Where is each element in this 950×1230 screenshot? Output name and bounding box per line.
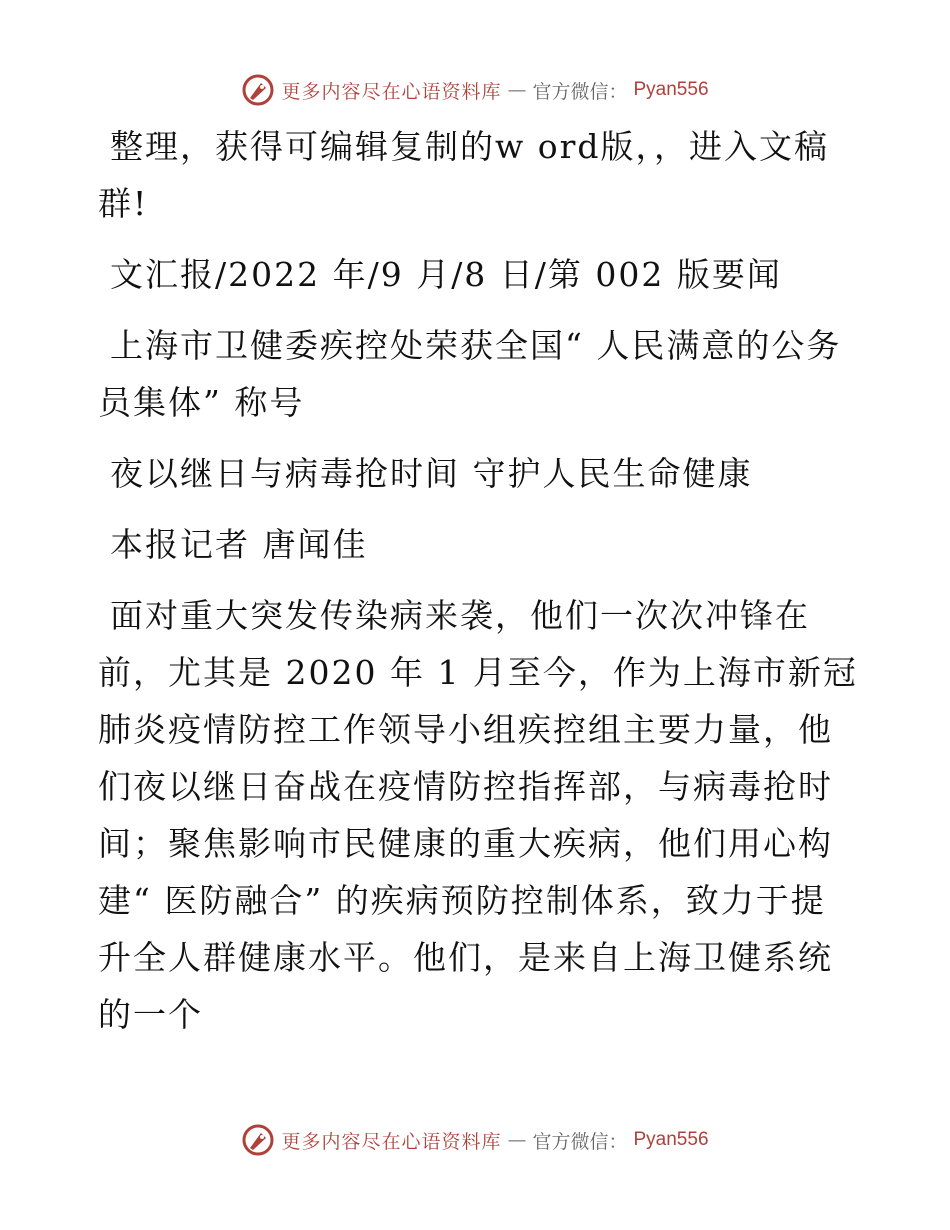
intro-paragraph: 整理，获得可编辑复制的w ord版，，进入文稿群! — [98, 127, 830, 223]
document-body — [98, 118, 858, 1057]
source-line: 文汇报/2022 年/9 月/8 日/第 002 版要闻 — [110, 255, 782, 294]
banner-site-text: 更多内容尽在心语资料库 — [281, 1130, 502, 1153]
byline: 本报记者 唐闻佳 — [110, 525, 368, 564]
pen-nib-logo-icon — [241, 73, 275, 107]
banner-wechat-label: 官方微信： — [532, 1130, 628, 1153]
banner-wechat-id: Pyan556 — [633, 1129, 709, 1150]
banner-separator: — — [507, 1129, 527, 1151]
header-watermark-banner — [0, 70, 950, 110]
banner-separator: — — [507, 79, 527, 101]
banner-wechat-label: 官方微信： — [532, 80, 628, 103]
headline: 上海市卫健委疾控处荣获全国“ 人民满意的公务员集体” 称号 — [98, 326, 842, 422]
footer-watermark-banner — [0, 1120, 950, 1160]
subheadline: 夜以继日与病毒抢时间 守护人民生命健康 — [110, 454, 753, 493]
pen-nib-logo-icon — [241, 1123, 275, 1157]
banner-wechat-id: Pyan556 — [633, 79, 709, 100]
body-paragraph: 面对重大突发传染病来袭，他们一次次冲锋在前，尤其是 2020 年 1 月至今，作为上海市新冠肺炎疫情防控工作领导小组疾控组主要力量，他们夜以继日奋战在疫情防控指挥部，与病毒抢时间；聚焦影响市民健康的重大疾病，他们用心构建“ 医防融合” 的疾病预防控制体系，致力于提升全人群健康水平。他们，是来自上海卫健系统的一个 — [98, 596, 858, 1034]
banner-site-text: 更多内容尽在心语资料库 — [281, 80, 502, 103]
